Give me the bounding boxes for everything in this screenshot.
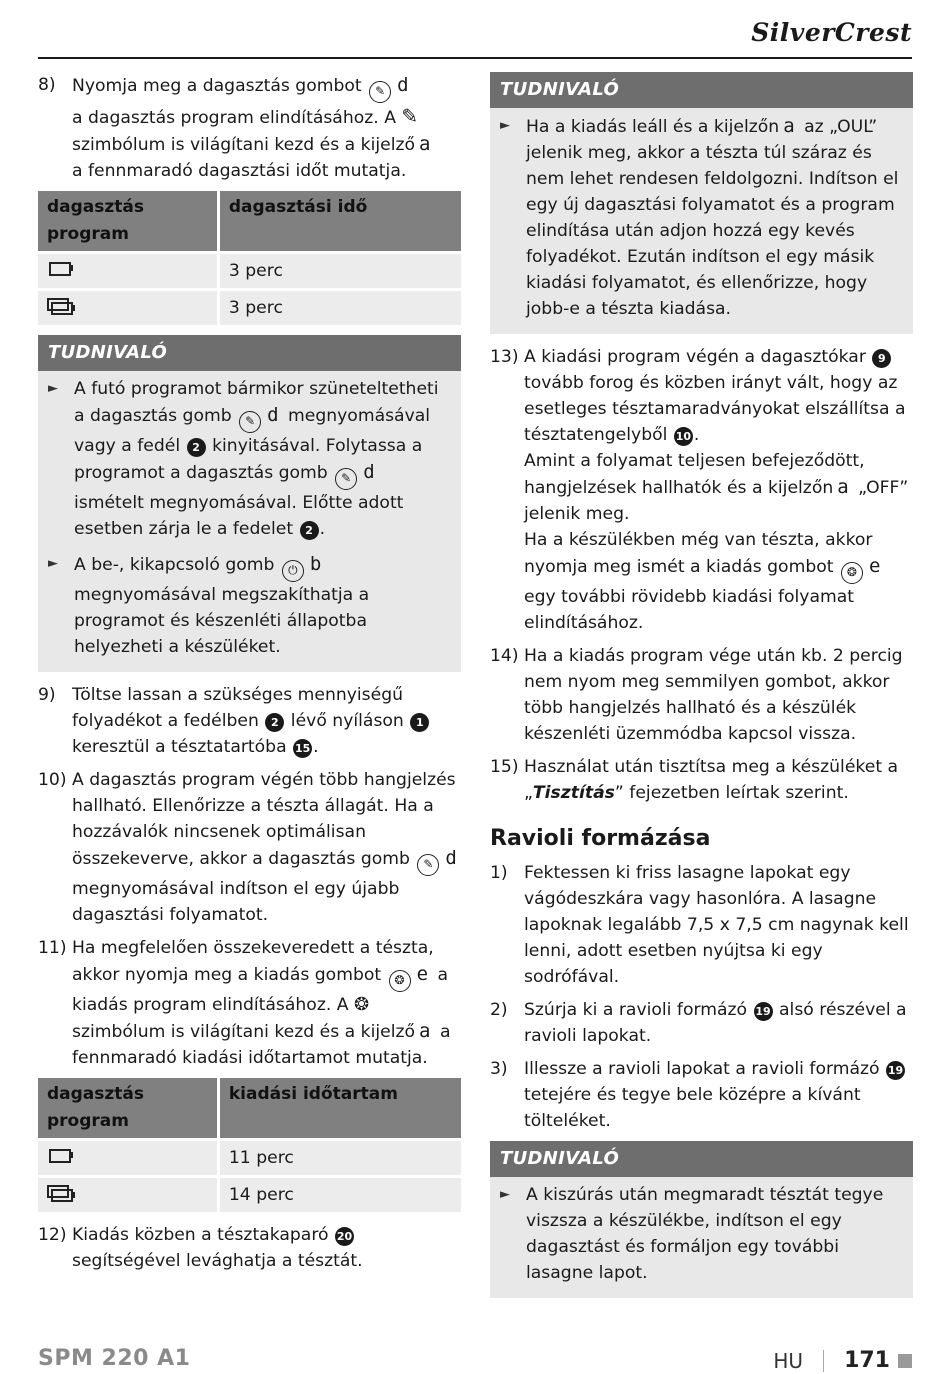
ref-number: 10 (674, 427, 693, 446)
knead-time-table (38, 191, 461, 325)
note-heading: TUDNIVALÓ (490, 1141, 913, 1177)
power-button-icon: ⏻ (282, 560, 304, 582)
arrow-icon: ► (48, 556, 58, 571)
language-code: HU (773, 1349, 804, 1373)
note-item: ► A kiszúrás után megmaradt tésztát tegye viszsza a készülékbe, indítson el egy dagasztást és formáljon egy további lasagne lapot. (490, 1177, 913, 1290)
ravioli-step-2: 2) Szúrja ki a ravioli formázó 19 alsó részével a ravioli lapokat. (490, 1000, 907, 1046)
note-box (490, 72, 913, 334)
note-heading: TUDNIVALÓ (38, 335, 461, 371)
footer-divider (823, 1350, 824, 1372)
ref-number: 2 (300, 521, 319, 540)
step-13: 13) A kiadási program végén a dagasztókar 9 tovább forog és közben irányt vált, hogy az esetleges tésztamaradványokat elszállítsa a tésztatengelyből 10 . Amint a folyamat teljesen befejeződött, hangjelzések hallhatók és a kijelzőn a „OFF” jelenik meg. Ha a készülékben még van tészta, akkor nyomja meg ismét a kiadás gombot ❂ e egy további rövidebb kiadási folyamat elindításához. (490, 347, 909, 633)
table-header: dagasztás program (38, 191, 220, 251)
table-header: dagasztás program (38, 1078, 220, 1138)
table-row: 3 perc (38, 251, 461, 288)
ref-number: 1 (410, 713, 429, 732)
ravioli-step-3: 3) Illessze a ravioli lapokat a ravioli formázó 19 tetejére és tegye bele középre a kívánt tölteléket. (490, 1059, 904, 1131)
table-row: 11 perc (38, 1138, 461, 1175)
arrow-icon: ► (500, 1187, 510, 1202)
knead-button-icon: ✎ (239, 411, 261, 433)
knead-button-icon: ✎ (417, 854, 439, 876)
step-10: 10) A dagasztás program végén több hangjelzés hallható. Ellenőrizze a tészta állagát. Ha a hozzávalók nincsenek optimálisan összekeverve, akkor a dagasztás gomb ✎ d megnyomásával indítson el egy újabb dagasztási folyamatot. (38, 770, 457, 925)
ref-number: 19 (754, 1002, 773, 1021)
model-number: SPM 220 A1 (38, 1346, 191, 1371)
output-time-table (38, 1078, 461, 1212)
output-symbol-icon: ❂ (354, 994, 370, 1015)
right-column (490, 72, 913, 1308)
note-item: ► Ha a kiadás leáll és a kijelzőn a az „OUL” jelenik meg, akkor a tészta túl száraz és nem lehet rendesen feldolgozni. Indítson el egy új dagasztási folyamatot és a program elindítása után adjon hozzá egy kevés folyadékot. Ezután indítson el egy másik kiadási folyamatot, és ellenőrizze, hogy jobb-e a tészta kiadása. (490, 108, 913, 326)
step-15: 15) Használat után tisztítsa meg a készüléket a „Tisztítás” fejezetben leírtak szerint. (490, 757, 899, 803)
table-header: dagasztási idő (220, 191, 461, 251)
single-knead-icon (47, 1146, 77, 1166)
ref-number: 15 (293, 739, 312, 758)
note-item: ► A futó programot bármikor szüneteltetheti a dagasztás gomb ✎ d megnyomásával vagy a fedél 2 kinyitásával. Folytassa a programot a dagasztás gomb ✎ d ismételt megnyomásával. Előtte adott esetben zárja le a fedelet 2 . (38, 371, 461, 546)
header-rule (38, 57, 912, 59)
note-heading: TUDNIVALÓ (490, 72, 913, 108)
arrow-icon: ► (48, 381, 58, 396)
footer-square-icon (898, 1354, 912, 1368)
note-box (38, 335, 461, 672)
single-knead-icon (47, 259, 77, 279)
step-8: 8) Nyomja meg a dagasztás gombot ✎ d a dagasztás program elindításához. A ✎ szimbólum is világítani kezd és a kijelző a a fennmaradó dagasztási időt mutatja. (38, 74, 431, 181)
table-header: kiadási időtartam (220, 1078, 461, 1138)
step-12: 12) Kiadás közben a tésztakaparó 20 segítségével levághatja a tésztát. (38, 1225, 363, 1271)
left-column (38, 72, 461, 1281)
step-14: 14) Ha a kiadás program vége után kb. 2 percig nem nyom meg semmilyen gombot, akkor több hangjelzés hallható és a készülék készenléti üzemmódba kapcsol vissza. (490, 646, 903, 744)
step-11: 11) Ha megfelelően összekeveredett a tészta, akkor nyomja meg a kiadás gombot ❂ e a kiadás program elindításához. A ❂ szimbólum is világítani kezd és a kijelző a a fennmaradó kiadási időtartamot mutatja. (38, 938, 451, 1068)
ravioli-step-1: 1) Fektessen ki friss lasagne lapokat egy vágódeszkára vagy hasonlóra. A lasagne lapoknak legalább 7,5 x 7,5 cm nagynak kell lenni, adott esetben nyújtsa ki egy sodrófával. (490, 863, 909, 987)
knead-symbol-icon: ✎ (401, 104, 419, 128)
ref-number: 2 (265, 713, 284, 732)
page-number: 171 (844, 1348, 890, 1373)
knead-button-icon: ✎ (369, 81, 391, 103)
ref-number: 9 (872, 349, 891, 368)
table-row: 14 perc (38, 1175, 461, 1212)
knead-button-icon: ✎ (335, 468, 357, 490)
ref-number: 20 (335, 1227, 354, 1246)
step-9: 9) Töltse lassan a szükséges mennyiségű folyadékot a fedélben 2 lévő nyíláson 1 keresztül a tésztatartóba 15 . (38, 682, 461, 760)
section-title: Ravioli formázása (490, 826, 711, 851)
page-footer (773, 1348, 912, 1374)
output-button-icon: ❂ (389, 970, 411, 992)
double-knead-icon (47, 296, 77, 316)
note-item: ► A be-, kikapcsoló gomb ⏻ b megnyomásával megszakíthatja a programot és készenléti állapotba helyezheti a készüléket. (38, 546, 461, 664)
table-row: 3 perc (38, 288, 461, 325)
arrow-icon: ► (500, 118, 510, 133)
brand-logo: SilverCrest (751, 18, 912, 47)
ref-number: 2 (187, 438, 206, 457)
double-knead-icon (47, 1183, 77, 1203)
note-box (490, 1141, 913, 1298)
output-button-icon: ❂ (841, 562, 863, 584)
ref-number: 19 (886, 1061, 905, 1080)
